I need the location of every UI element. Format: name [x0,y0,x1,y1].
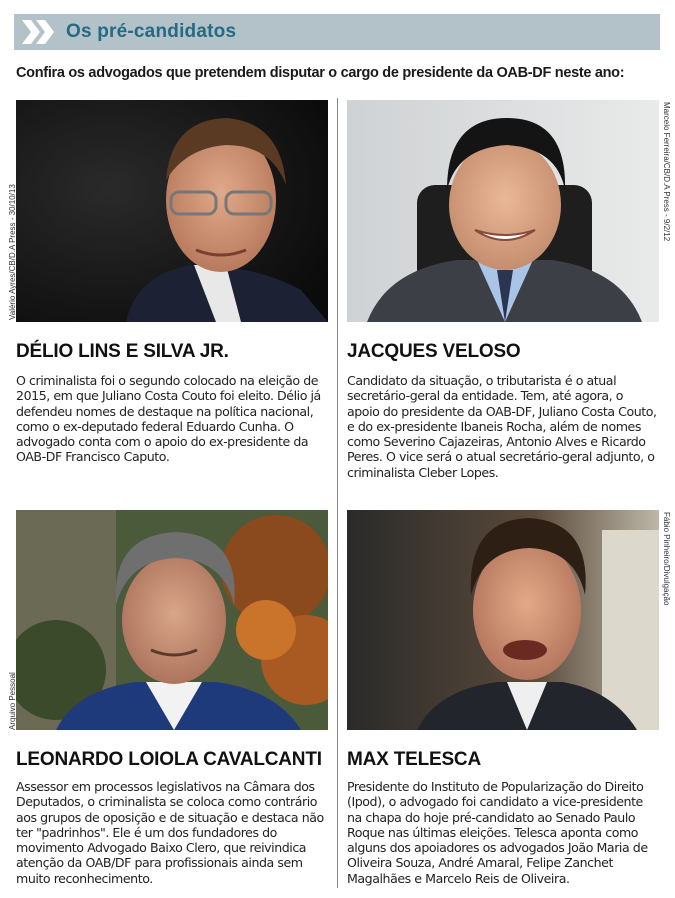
candidate-photo-delio [16,100,328,322]
column-divider [337,98,338,888]
double-chevron-right-icon [20,19,58,45]
candidate-bio: Assessor em processos legislativos na Câmara dos Deputados, o criminalista se coloca como contrário aos grupos de oposição e de situação e destaca não ter "padrinhos". Ele é um dos fundadores do movimento Advogado Baixo Clero, que reivindica atenção da OAB/DF para profissionais ainda sem muito reconhecimento. [16,779,324,886]
section-banner [14,14,660,50]
section-title: Os pré-candidatos [66,21,237,42]
candidate-name: LEONARDO LOIOLA CAVALCANTI [16,749,322,770]
photo-credit: Valério Ayres/CB/D.A Press - 30/10/13 [8,184,17,320]
candidate-photo-jacques [347,100,659,322]
candidate-name: MAX TELESCA [347,749,481,770]
candidate-photo-max [347,510,659,730]
photo-credit: Marcelo Ferreira/CB/D.A Press - 9/2/12 [662,102,671,242]
candidate-bio: O criminalista foi o segundo colocado na eleição de 2015, em que Juliano Costa Couto foi eleito. Délio já defendeu nomes de destaque na política nacional, como o ex-deputado federal Eduardo Cunha. O advogado conta com o apoio do ex-presidente da OAB-DF Francisco Caputo. [16,373,321,465]
photo-credit: Fábio Pinheiro/Divulgação [662,512,671,606]
candidate-name: DÉLIO LINS E SILVA JR. [16,341,229,362]
candidate-bio: Candidato da situação, o tributarista é o atual secretário-geral da entidade. Tem, até agora, o apoio do presidente da OAB-DF, Juliano Costa Couto, e do ex-presidente Ibaneis Rocha, além de nomes como Severino Cajazeiras, Antonio Alves e Ricardo Peres. O vice será o atual secretário-geral adjunto, o criminalista Cleber Lopes. [347,373,657,480]
candidate-bio: Presidente do Instituto de Popularização do Direito (Ipod), o advogado foi candidato a vice-presidente na chapa do hoje pré-candidato ao Senado Paulo Roque nas últimas eleições. Telesca aponta como alguns dos apoiadores os advogados João Maria de Oliveira Souza, André Amaral, Felipe Zanchet Magalhães e Marcelo Reis de Oliveira. [347,779,648,886]
photo-credit: Arquivo Pessoal [8,672,17,730]
section-subtitle: Confira os advogados que pretendem disputar o cargo de presidente da OAB-DF neste ano: [16,65,625,81]
candidate-photo-leonardo [16,510,328,730]
candidate-name: JACQUES VELOSO [347,341,521,362]
